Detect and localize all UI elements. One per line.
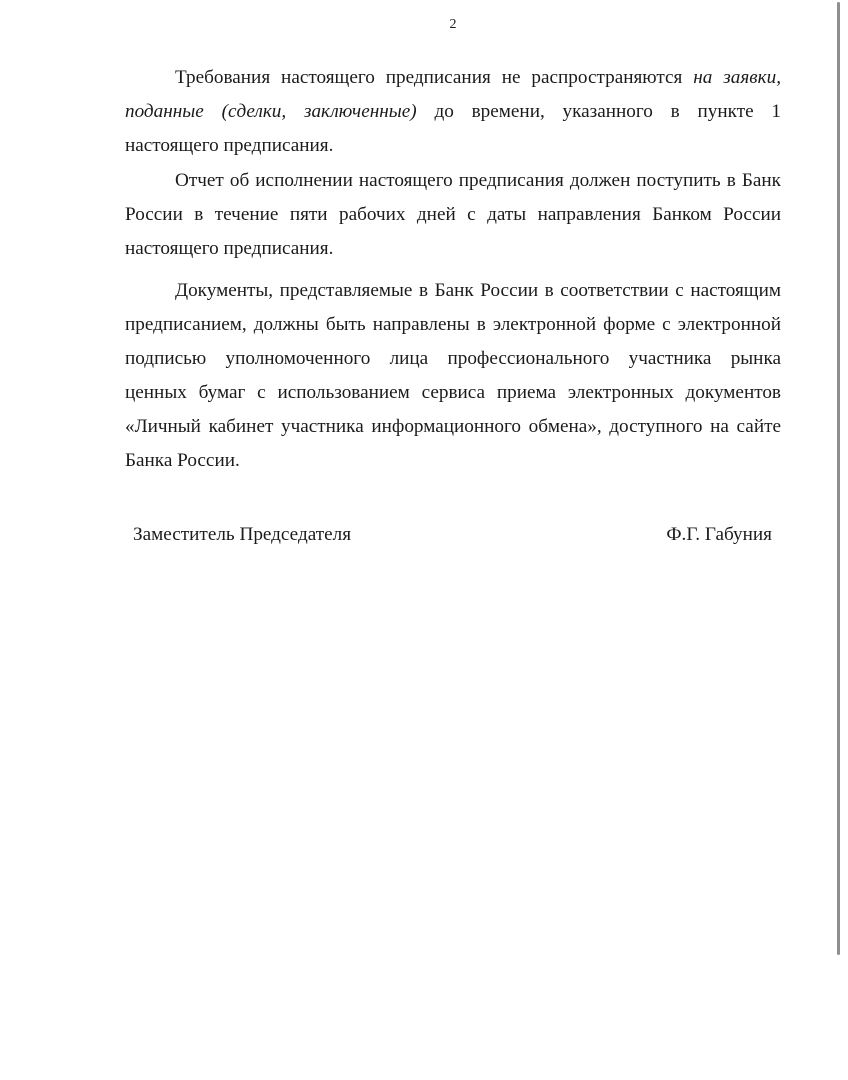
paragraph-line: настоящего предписания. [125,135,334,156]
paragraph-line: «Личный кабинет участника информационного обмена», доступного на сайте [125,416,781,437]
paragraph-line: настоящего предписания. [125,238,334,259]
italic-text: на заявки, [693,67,782,88]
page-number: 2 [449,17,457,32]
scrollbar-thumb[interactable] [837,2,840,955]
paragraph-line: Отчет об исполнении настоящего предписания должен поступить в Банк [175,170,781,191]
italic-text: поданные (сделки, заключенные) [125,101,417,122]
paragraph-line: Банка России. [125,450,240,471]
paragraph-2 [125,164,781,266]
paragraph-line [125,95,781,129]
vertical-scrollbar[interactable] [837,0,841,1080]
paragraph-line: ценных бумаг с использованием сервиса приема электронных документов [125,382,781,403]
paragraph-3 [125,274,781,478]
paragraph-line: России в течение пяти рабочих дней с даты направления Банком России [125,204,781,225]
signatory-name: Ф.Г. Габуния [666,524,772,545]
paragraph-line: Документы, представляемые в Банк России в соответствии с настоящим [175,280,781,301]
line-text: Требования настоящего предписания не распространяются [175,67,683,88]
line-text: до времени, указанного в пункте 1 [434,101,781,122]
paragraph-line: подписью уполномоченного лица профессионального участника рынка [125,348,781,369]
signatory-position: Заместитель Председателя [133,524,352,545]
paragraph-line [125,61,781,95]
signature-block [133,518,772,552]
paragraph-line: предписанием, должны быть направлены в электронной форме с электронной [125,314,781,335]
paragraph-1 [125,61,781,163]
